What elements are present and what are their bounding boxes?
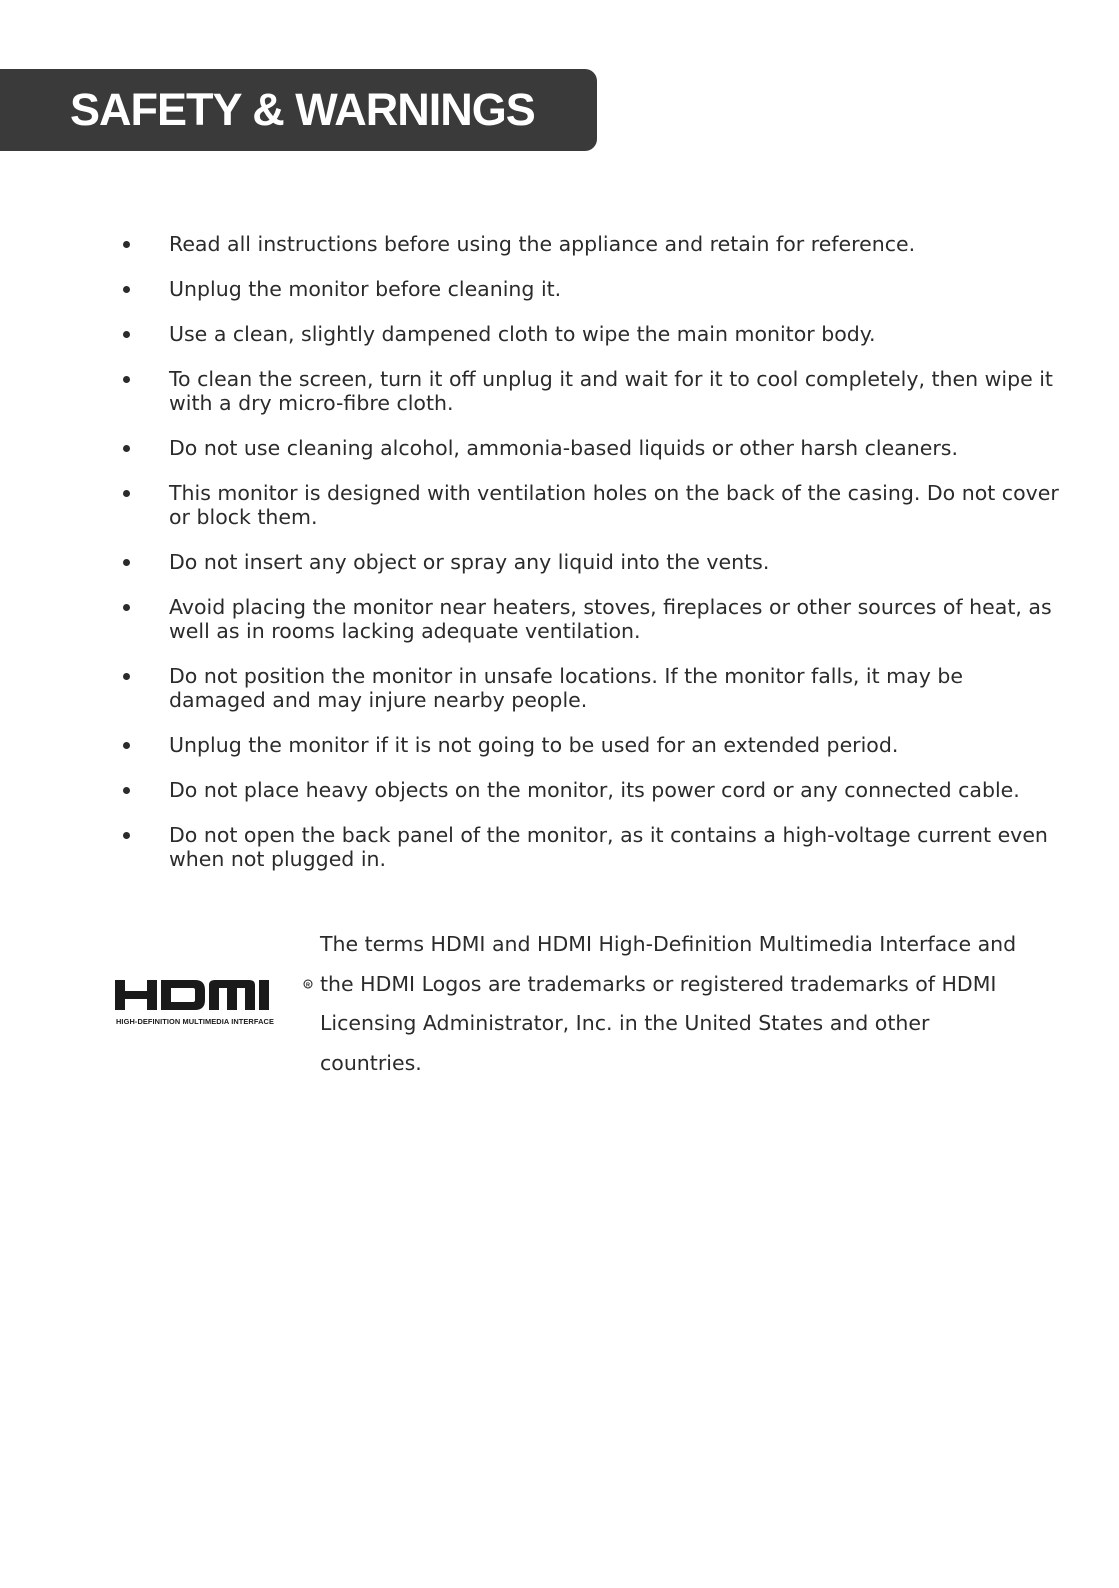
warning-text: To clean the screen, turn it off unplug it and wait for it to cool completely, then wipe it with a dry micro-fibre cloth.	[169, 367, 1053, 415]
warning-text: This monitor is designed with ventilation holes on the back of the casing. Do not cover or block them.	[169, 481, 1059, 529]
bullet-icon	[123, 787, 130, 794]
warning-text: Do not use cleaning alcohol, ammonia-based liquids or other harsh cleaners.	[169, 436, 958, 460]
warnings-list	[0, 232, 1119, 892]
section-header-banner	[0, 69, 597, 151]
hdmi-wordmark-logo	[115, 975, 315, 1013]
warning-text: Unplug the monitor before cleaning it.	[169, 277, 562, 301]
warning-text: Read all instructions before using the appliance and retain for reference.	[169, 232, 916, 256]
list-item	[0, 277, 1119, 301]
list-item	[0, 595, 1119, 643]
list-item	[0, 733, 1119, 757]
bullet-icon	[123, 604, 130, 611]
list-item	[0, 367, 1119, 415]
warning-text: Unplug the monitor if it is not going to be used for an extended period.	[169, 733, 899, 757]
warning-text: Do not position the monitor in unsafe locations. If the monitor falls, it may be damaged and may injure nearby people.	[169, 664, 963, 712]
bullet-icon	[123, 376, 130, 383]
warning-text: Do not insert any object or spray any liquid into the vents.	[169, 550, 770, 574]
svg-text:R: R	[306, 982, 310, 989]
warning-text: Use a clean, slightly dampened cloth to wipe the main monitor body.	[169, 322, 876, 346]
list-item	[0, 778, 1119, 802]
bullet-icon	[123, 742, 130, 749]
hdmi-logo	[115, 975, 315, 1055]
warning-text: Avoid placing the monitor near heaters, stoves, fireplaces or other sources of heat, as well as in rooms lacking adequate ventilation.	[169, 595, 1052, 643]
bullet-icon	[123, 241, 130, 248]
bullet-icon	[123, 559, 130, 566]
list-item	[0, 664, 1119, 712]
hdmi-trademark-notice: The terms HDMI and HDMI High-Definition Multimedia Interface and the HDMI Logos are trademarks or registered trademarks of HDMI Licensing Administrator, Inc. in the United States and other countries.	[320, 932, 1017, 1075]
page-title: SAFETY & WARNINGS	[70, 84, 535, 135]
list-item	[0, 481, 1119, 529]
list-item	[0, 550, 1119, 574]
bullet-icon	[123, 673, 130, 680]
warning-text: Do not place heavy objects on the monitor, its power cord or any connected cable.	[169, 778, 1020, 802]
bullet-icon	[123, 832, 130, 839]
warning-text: Do not open the back panel of the monitor, as it contains a high-voltage current even when not plugged in.	[169, 823, 1048, 871]
list-item	[0, 322, 1119, 346]
bullet-icon	[123, 445, 130, 452]
bullet-icon	[123, 490, 130, 497]
list-item	[0, 436, 1119, 460]
hdmi-trademark-section	[0, 925, 1119, 1095]
bullet-icon	[123, 286, 130, 293]
list-item	[0, 232, 1119, 256]
list-item	[0, 823, 1119, 871]
hdmi-logo-tagline: HIGH-DEFINITION MULTIMEDIA INTERFACE	[116, 1017, 274, 1026]
bullet-icon	[123, 331, 130, 338]
